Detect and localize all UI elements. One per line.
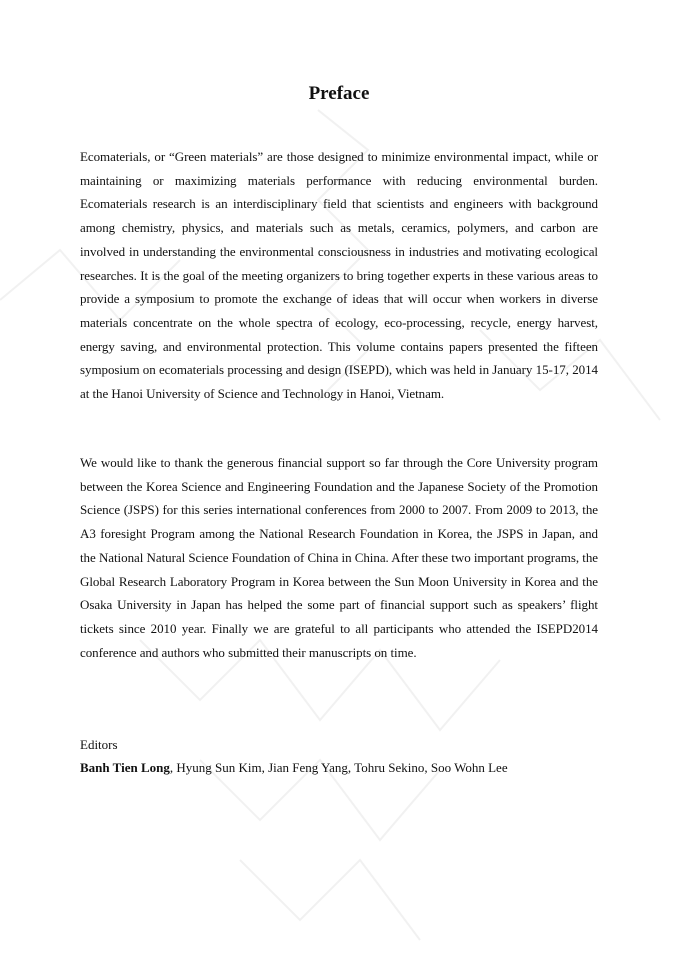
page-title: Preface bbox=[308, 83, 370, 104]
other-editor-names: , Hyung Sun Kim, Jian Feng Yang, Tohru Sekino, Soo Wohn Lee bbox=[169, 760, 508, 775]
lead-editor-name: Banh Tien Long bbox=[80, 760, 170, 775]
editors-label: Editors bbox=[80, 737, 118, 752]
preface-paragraph-2: We would like to thank the generous financial support so far through the Core University program between the Korea Science and Engineering Foundation and the Japanese Society of the Promotion Science (JSPS) for this series international conferences from 2000 to 2007. From 2009 to 2013, the A3 foresight Program among the National Research Foundation in Korea, the JSPS in Japan, and the National Natural Science Foundation of China in China. After these two important programs, the Global Research Laboratory Program in Korea between the Sun Moon University in Korea and the Osaka University in Japan has helped the some part of financial support such as speakers’ flight tickets since 2010 year. Finally we are grateful to all participants who attended the ISEPD2014 conference and authors who submitted their manuscripts on time. bbox=[80, 455, 598, 660]
editors-list bbox=[80, 756, 508, 779]
preface-paragraph-1: Ecomaterials, or “Green materials” are those designed to minimize environmental impact, while or maintaining or maximizing materials performance with reducing environmental burden. Ecomaterials research is an interdisciplinary field that scientists and engineers with background among chemistry, physics, and materials such as metals, ceramics, polymers, and carbon are involved in understanding the environmental consciousness in industries and motivating ecological researches. It is the goal of the meeting organizers to bring together experts in these various areas to provide a symposium to promote the exchange of ideas that will occur when workers in diverse materials concentrate on the whole spectra of ecology, eco-processing, recycle, energy harvest, energy saving, and environmental protection. This volume contains papers presented the fifteen symposium on ecomaterials processing and design (ISEPD), which was held in January 15-17, 2014 at the Hanoi University of Science and Technology in Hanoi, Vietnam. bbox=[80, 149, 598, 402]
